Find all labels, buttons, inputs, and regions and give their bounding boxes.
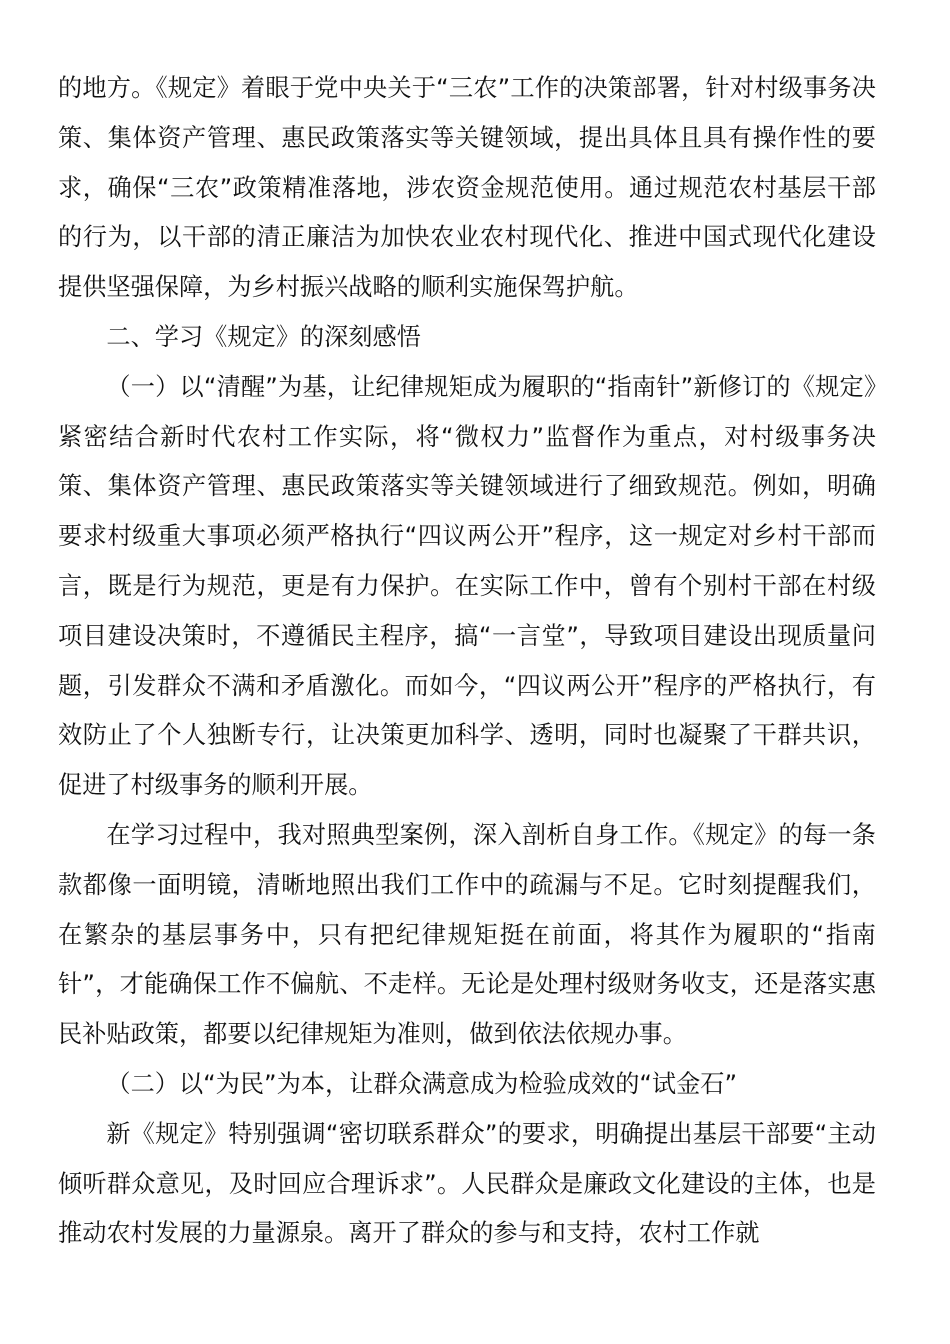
document-page — [58, 64, 876, 1259]
section-heading-insights: 二、学习《规定》的深刻感悟 — [106, 322, 421, 351]
paragraph-discipline-compass: （一）以“清醒”为基，让纪律规矩成为履职的“指南针”新修订的《规定》紧密结合新时代农村工作实际，将“微权力”监督作为重点，对村级事务决策、集体资产管理、惠民政策落实等关键领域进行了细致规范。例如，明确要求村级重大事项必须严格执行“四议两公开”程序，这一规定对乡村干部而言，既是行为规范，更是有力保护。在实际工作中，曾有个别村干部在村级项目建设决策时，不遵循民主程序，搞“一言堂”，导致项目建设出现质量问题，引发群众不满和矛盾激化。而如今，“四议两公开”程序的严格执行，有效防止了个人独断专行，让决策更加科学、透明，同时也凝聚了干群共识，促进了村级事务的顺利开展。 — [58, 372, 876, 800]
paragraph-intro-continuation: 的地方。《规定》着眼于党中央关于“三农”工作的决策部署，针对村级事务决策、集体资产管理、惠民政策落实等关键领域，提出具体且具有操作性的要求，确保“三农”政策精准落地，涉农资金规范使用。通过规范农村基层干部的行为，以干部的清正廉洁为加快农业农村现代化、推进中国式现代化建设提供坚强保障，为乡村振兴战略的顺利实施保驾护航。 — [58, 74, 876, 302]
paragraph-self-reflection: 在学习过程中，我对照典型案例，深入剖析自身工作。《规定》的每一条款都像一面明镜，清晰地照出我们工作中的疏漏与不足。它时刻提醒我们，在繁杂的基层事务中，只有把纪律规矩挺在前面，将其作为履职的“指南针”，才能确保工作不偏航、不走样。无论是处理村级财务收支，还是落实惠民补贴政策，都要以纪律规矩为准则，做到依法依规办事。 — [58, 820, 876, 1049]
paragraph-contact-masses: 新《规定》特别强调“密切联系群众”的要求，明确提出基层干部要“主动倾听群众意见，及时回应合理诉求”。人民群众是廉政文化建设的主体，也是推动农村发展的力量源泉。离开了群众的参与和支持，农村工作就 — [58, 1119, 876, 1248]
subheading-serve-people: （二）以“为民”为本，让群众满意成为检验成效的“试金石” — [106, 1069, 738, 1098]
